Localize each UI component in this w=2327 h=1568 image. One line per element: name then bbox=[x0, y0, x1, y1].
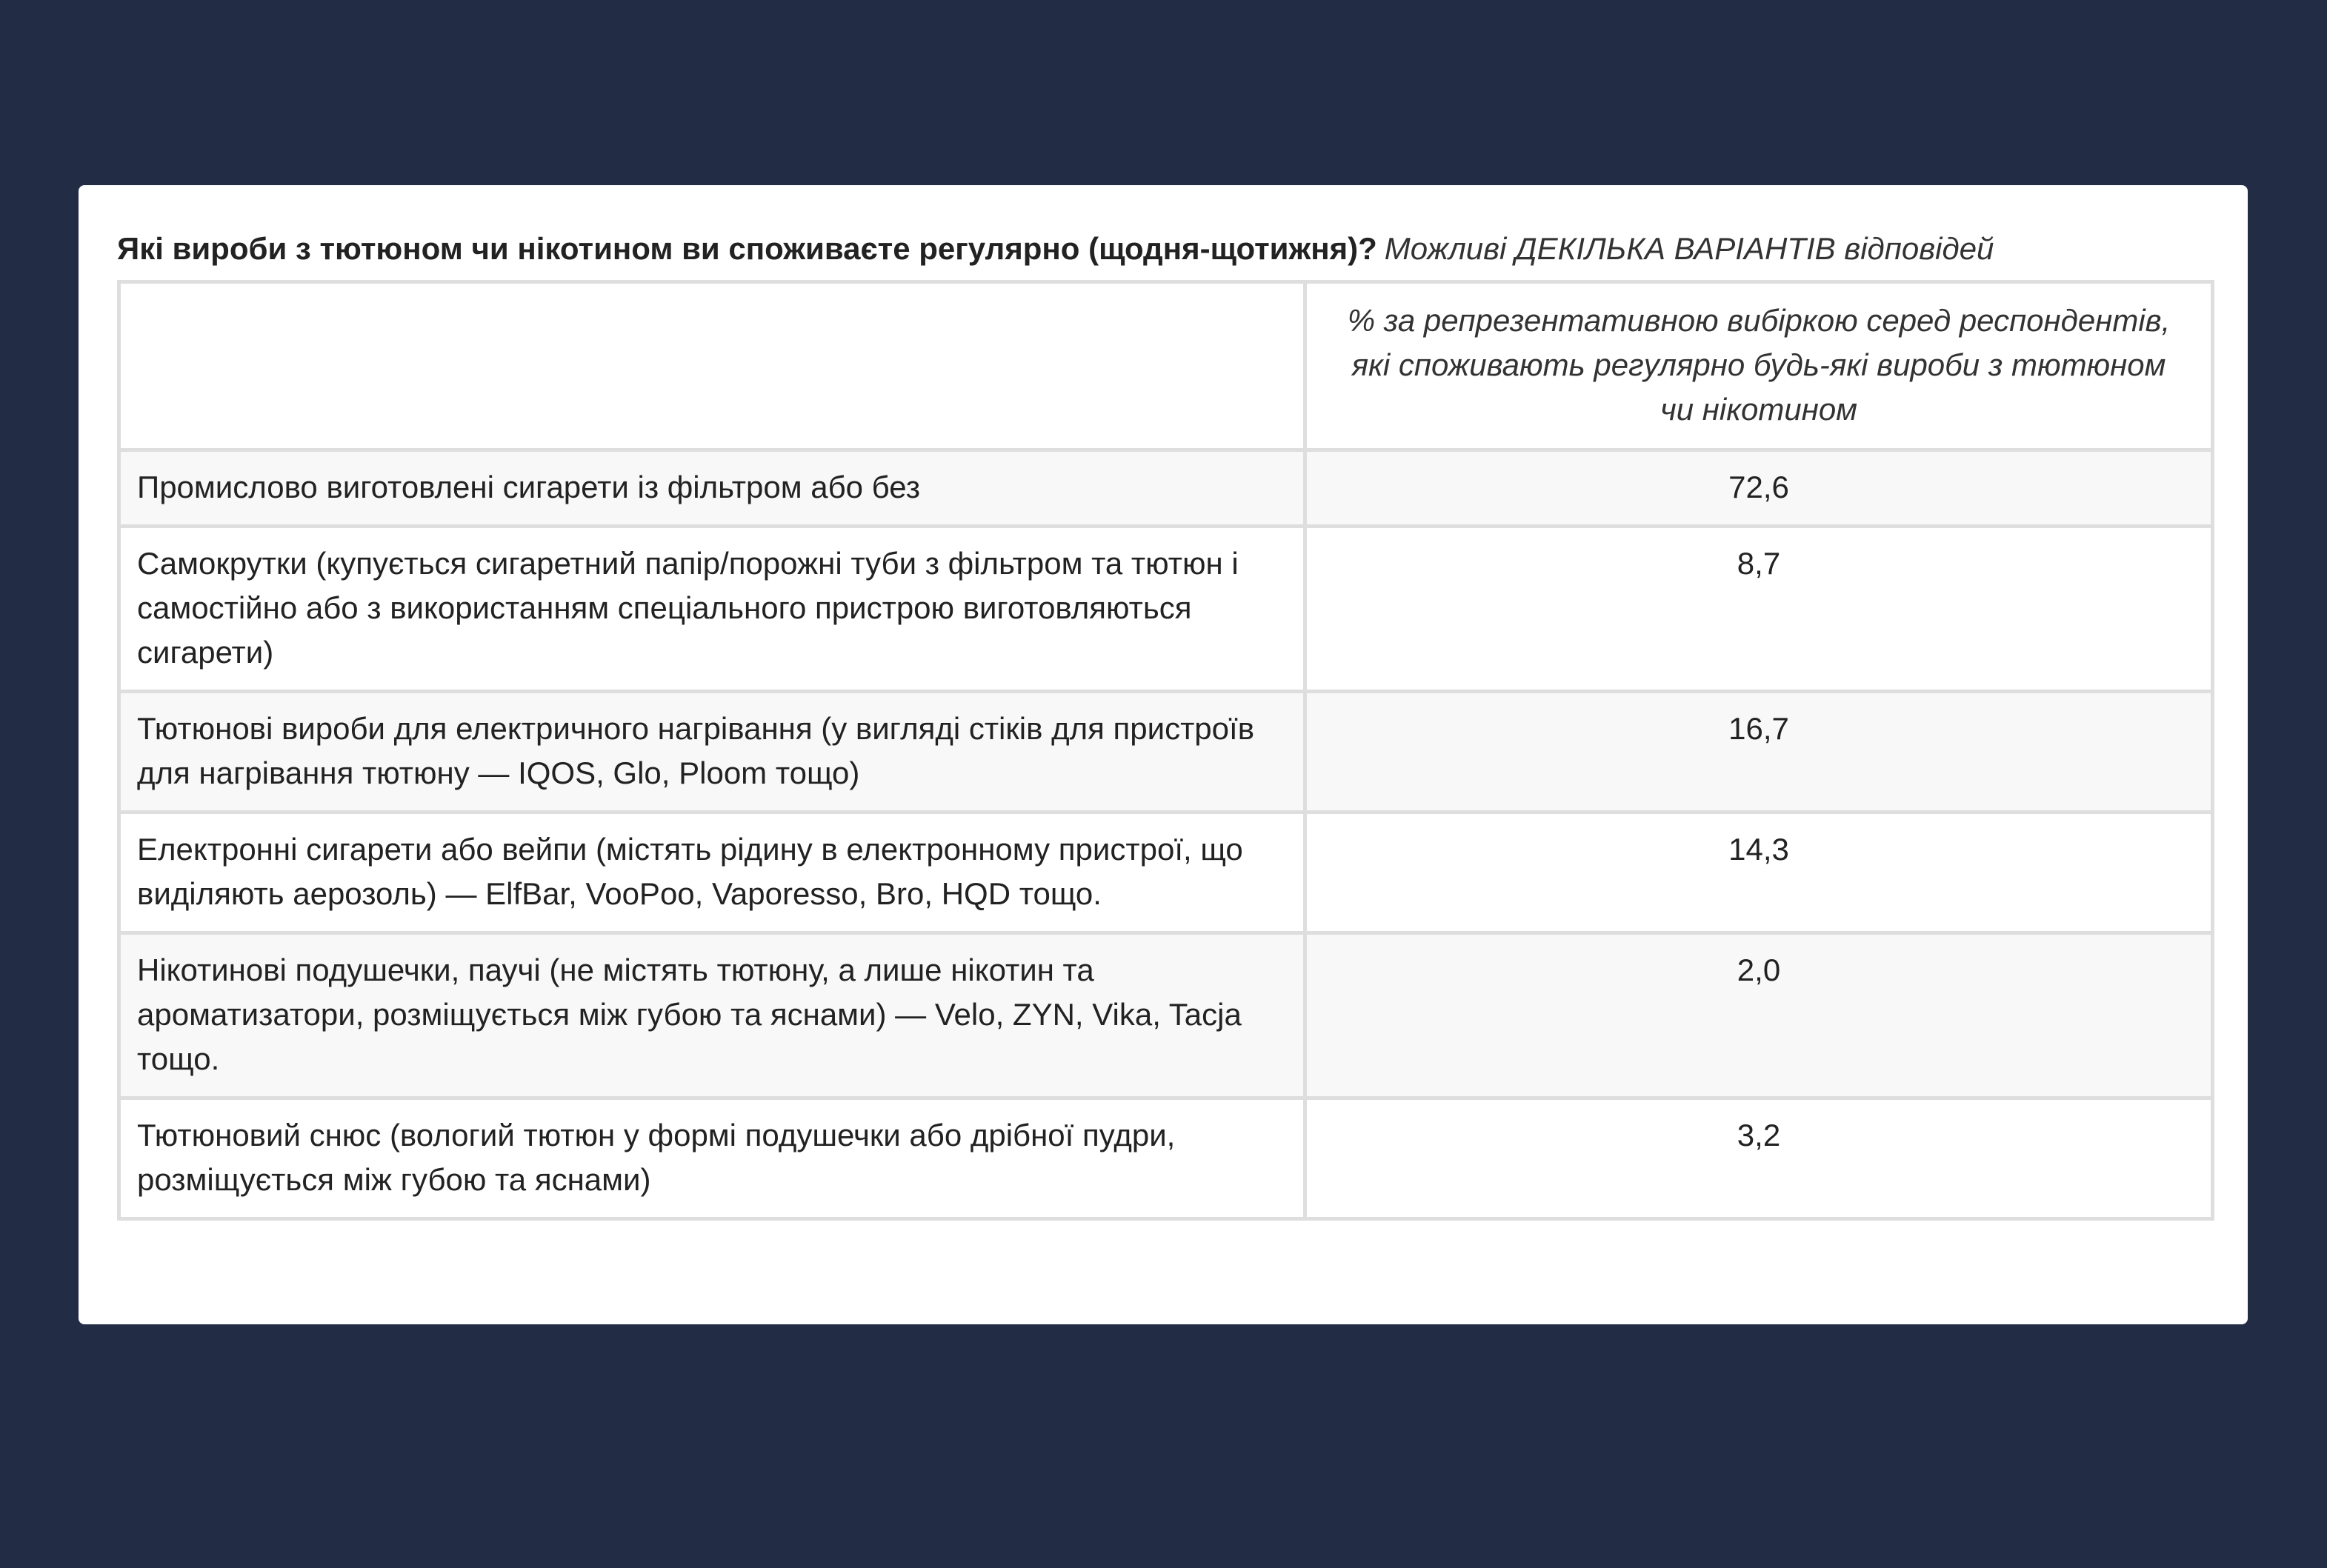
row-value: 2,0 bbox=[1305, 933, 2213, 1098]
row-label: Електронні сигарети або вейпи (містять рідину в електронному пристрої, що виділяють аерозоль) — ElfBar, VooPoo, Vaporesso, Bro, HQD тощо. bbox=[119, 813, 1305, 933]
survey-card bbox=[79, 185, 2248, 1324]
question-text: Які вироби з тютюном чи нікотином ви споживаєте регулярно (щодня-щотижня)? bbox=[117, 231, 1377, 266]
table-header-row bbox=[119, 282, 2213, 450]
row-value: 8,7 bbox=[1305, 527, 2213, 692]
header-left-cell bbox=[119, 282, 1305, 450]
row-value: 16,7 bbox=[1305, 692, 2213, 813]
row-label: Тютюнові вироби для електричного нагрівання (у вигляді стіків для пристроїв для нагрівання тютюну — IQOS, Glo, Ploom тощо) bbox=[119, 692, 1305, 813]
row-value: 14,3 bbox=[1305, 813, 2213, 933]
table-row bbox=[119, 527, 2213, 692]
row-label: Промислово виготовлені сигарети із фільтром або без bbox=[119, 450, 1305, 527]
table-row bbox=[119, 692, 2213, 813]
row-value: 3,2 bbox=[1305, 1098, 2213, 1219]
table-row bbox=[119, 933, 2213, 1098]
question-title bbox=[117, 228, 2209, 270]
results-table bbox=[117, 280, 2214, 1221]
header-percent-cell: % за репрезентативною вибіркою серед респондентів, які споживають регулярно будь-які вироби з тютюном чи нікотином bbox=[1305, 282, 2213, 450]
row-label: Нікотинові подушечки, паучі (не містять тютюну, а лише нікотин та ароматизатори, розміщується між губою та яснами) — Velo, ZYN, Vika, Tacja тощо. bbox=[119, 933, 1305, 1098]
row-label: Самокрутки (купується сигаретний папір/порожні туби з фільтром та тютюн і самостійно або з використанням спеціального пристрою виготовляються сигарети) bbox=[119, 527, 1305, 692]
table-row bbox=[119, 813, 2213, 933]
row-value: 72,6 bbox=[1305, 450, 2213, 527]
question-note: Можливі ДЕКІЛЬКА ВАРІАНТІВ відповідей bbox=[1384, 231, 1994, 266]
table-row bbox=[119, 450, 2213, 527]
table-row bbox=[119, 1098, 2213, 1219]
row-label: Тютюновий снюс (вологий тютюн у формі подушечки або дрібної пудри, розміщується між губою та яснами) bbox=[119, 1098, 1305, 1219]
